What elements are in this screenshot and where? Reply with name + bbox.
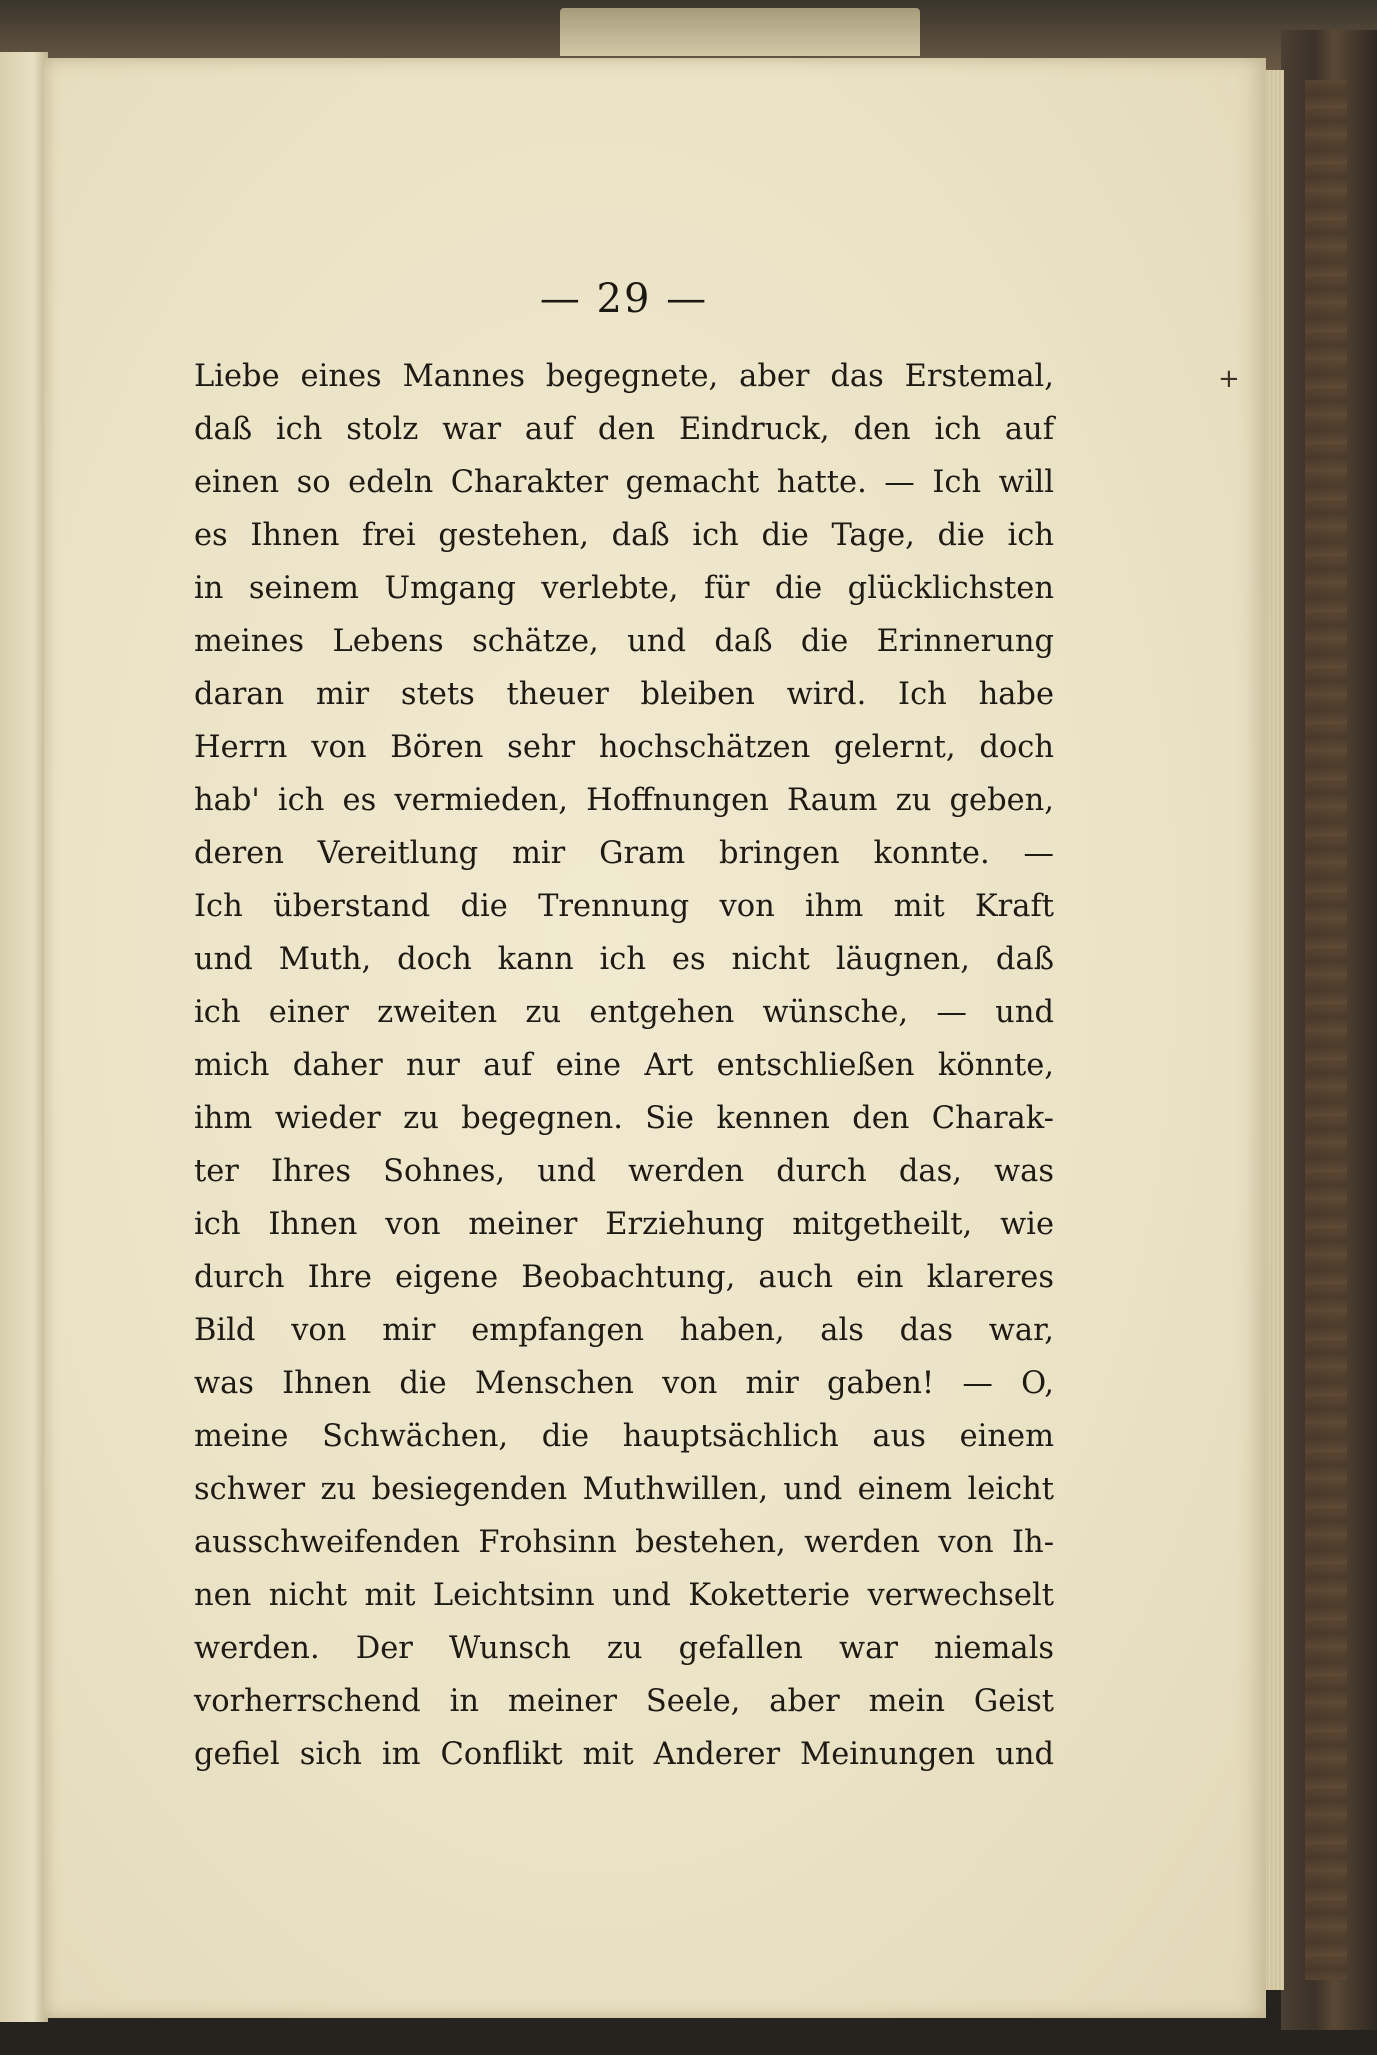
text-line: vorherrschend in meiner Seele, aber mein Geist <box>194 1684 1054 1719</box>
text-line: daß ich stolz war auf den Eindruck, den ich auf <box>194 412 1054 447</box>
text-line: ich einer zweiten zu entgehen wünsche, — und <box>194 995 1054 1030</box>
text-line: Herrn von Bören sehr hochschätzen gelernt, doch <box>194 730 1054 765</box>
text-line: durch Ihre eigene Beobachtung, auch ein klareres <box>194 1260 1054 1295</box>
text-line: meines Lebens schätze, und daß die Erinnerung <box>194 624 1054 659</box>
text-line: es Ihnen frei gestehen, daß ich die Tage, die ich <box>194 518 1054 553</box>
text-line: schwer zu besiegenden Muthwillen, und einem leicht <box>194 1472 1054 1507</box>
text-line: ihm wieder zu begegnen. Sie kennen den Charak- <box>194 1101 1054 1136</box>
text-line: und Muth, doch kann ich es nicht läugnen, daß <box>194 942 1054 977</box>
text-line: Bild von mir empfangen haben, als das war, <box>194 1313 1054 1348</box>
text-line: was Ihnen die Menschen von mir gaben! — O, <box>194 1366 1054 1401</box>
book-page <box>44 58 1266 2018</box>
page-top-flap <box>560 8 920 56</box>
text-line: mich daher nur auf eine Art entschließen könnte, <box>194 1048 1054 1083</box>
text-line: nen nicht mit Leichtsinn und Koketterie verwechselt <box>194 1578 1054 1613</box>
page-number: — 29 — <box>539 276 709 322</box>
text-line: Ich überstand die Trennung von ihm mit Kraft <box>194 889 1054 924</box>
text-line: ausschweifenden Frohsinn bestehen, werden von Ih- <box>194 1525 1054 1560</box>
text-line: Liebe eines Mannes begegnete, aber das Erstemal, <box>194 359 1054 394</box>
text-line: einen so edeln Charakter gemacht hatte. — Ich will <box>194 465 1054 500</box>
text-line: ter Ihres Sohnes, und werden durch das, was <box>194 1154 1054 1189</box>
text-line: deren Vereitlung mir Gram bringen konnte. — <box>194 836 1054 871</box>
leather-binding <box>1305 80 1347 1980</box>
text-line: in seinem Umgang verlebte, für die glücklichsten <box>194 571 1054 606</box>
text-line: ich Ihnen von meiner Erziehung mitgetheilt, wie <box>194 1207 1054 1242</box>
text-line: meine Schwächen, die hauptsächlich aus einem <box>194 1419 1054 1454</box>
text-line: daran mir stets theuer bleiben wird. Ich habe <box>194 677 1054 712</box>
text-line: gefiel sich im Conflikt mit Anderer Meinungen und <box>194 1737 1054 1772</box>
text-line: werden. Der Wunsch zu gefallen war niemals <box>194 1631 1054 1666</box>
margin-mark: + <box>1218 364 1240 394</box>
body-text <box>194 350 1054 1781</box>
facing-page-edge <box>0 52 48 2022</box>
text-line: hab' ich es vermieden, Hoffnungen Raum zu geben, <box>194 783 1054 818</box>
